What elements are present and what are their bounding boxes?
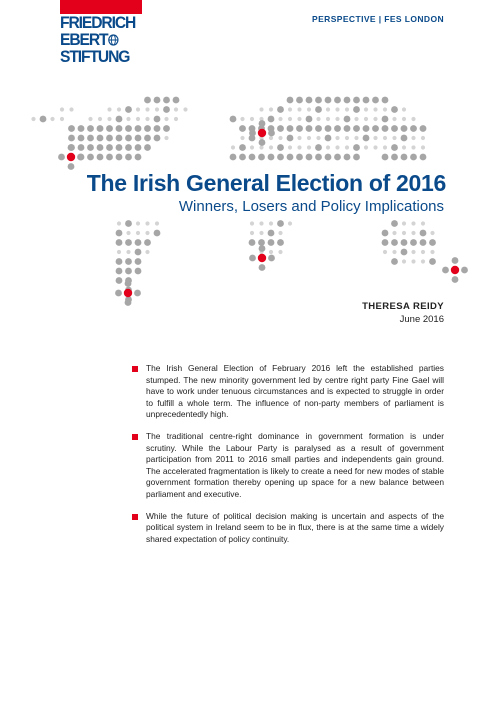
map-dot (116, 116, 123, 123)
map-dot (297, 107, 301, 111)
map-dot (40, 116, 47, 123)
map-dot (135, 135, 142, 142)
map-dot (326, 145, 330, 149)
map-dot (297, 136, 301, 140)
map-dot (145, 250, 149, 254)
map-dot (421, 136, 425, 140)
map-dot (402, 117, 406, 121)
map-dot (259, 107, 263, 111)
map-dot (60, 117, 64, 121)
map-dot (145, 221, 149, 225)
map-dot (154, 116, 161, 123)
map-dot (136, 117, 140, 121)
map-dot (239, 154, 246, 161)
author-name: THERESA REIDY (362, 301, 444, 312)
map-dot (335, 145, 339, 149)
map-dot (344, 154, 351, 161)
map-dot (391, 144, 398, 151)
map-dot (163, 125, 170, 132)
map-dot (364, 117, 368, 121)
logo-line-3: STIFTUNG (60, 47, 130, 66)
map-dot (411, 259, 415, 263)
map-dot (268, 230, 275, 237)
bullet-item (132, 431, 444, 501)
map-dot (154, 230, 161, 237)
map-dot (144, 239, 151, 246)
map-dot (354, 117, 358, 121)
map-dot (269, 107, 273, 111)
map-dot (136, 231, 140, 235)
map-dot (353, 97, 360, 104)
map-dot (258, 254, 266, 262)
map-dot (383, 250, 387, 254)
map-dot (452, 276, 459, 283)
map-dot (174, 117, 178, 121)
map-dot (410, 239, 417, 246)
map-dot (268, 239, 275, 246)
map-dot (420, 125, 427, 132)
map-dot (97, 144, 104, 151)
map-dot (442, 267, 449, 274)
map-dot (392, 117, 396, 121)
map-dot (136, 221, 140, 225)
map-dot (145, 117, 149, 121)
map-dot (288, 117, 292, 121)
map-dot (269, 221, 273, 225)
map-dot (382, 239, 389, 246)
map-dot (392, 250, 396, 254)
map-dot (259, 221, 263, 225)
map-dot (154, 97, 161, 104)
map-dot (135, 144, 142, 151)
map-dot (174, 107, 178, 111)
map-dot (277, 239, 284, 246)
map-dot (126, 231, 130, 235)
map-dot (97, 125, 104, 132)
map-dot (373, 117, 377, 121)
map-dot (125, 106, 132, 113)
map-dot (353, 106, 360, 113)
map-dot (240, 117, 244, 121)
map-dot (249, 130, 256, 137)
map-dot (268, 154, 275, 161)
map-dot (306, 116, 313, 123)
map-dot (116, 154, 123, 161)
map-dot (430, 231, 434, 235)
map-dot (106, 144, 113, 151)
map-dot (325, 125, 332, 132)
map-dot (326, 117, 330, 121)
map-dot (278, 136, 282, 140)
map-dot (164, 136, 168, 140)
map-dot (68, 135, 75, 142)
map-dot (345, 136, 349, 140)
map-dot (183, 107, 187, 111)
map-dot (78, 135, 85, 142)
map-dot (344, 125, 351, 132)
map-dot (325, 154, 332, 161)
map-dot (391, 258, 398, 265)
map-dot (297, 117, 301, 121)
map-dot (353, 144, 360, 151)
map-dot (269, 136, 273, 140)
map-dot (288, 145, 292, 149)
map-dot (277, 154, 284, 161)
map-dot (88, 117, 92, 121)
map-dot (258, 154, 265, 161)
map-dot (451, 266, 459, 274)
map-dot (250, 231, 254, 235)
map-dot (87, 154, 94, 161)
logo-line-2: EBERT (60, 30, 108, 49)
map-dot (135, 258, 142, 265)
map-dot (126, 117, 130, 121)
map-dot (345, 107, 349, 111)
map-dot (135, 249, 142, 256)
map-dot (155, 221, 159, 225)
series-label: PERSPECTIVE | FES LONDON (312, 14, 444, 24)
map-dot (50, 117, 54, 121)
map-dot (353, 125, 360, 132)
map-dot (373, 107, 377, 111)
map-dot (68, 125, 75, 132)
map-dot (373, 136, 377, 140)
map-dot (258, 129, 266, 137)
map-dot (401, 135, 408, 142)
map-dot (363, 97, 370, 104)
map-dot (391, 220, 398, 227)
map-dot (116, 144, 123, 151)
map-dot (382, 97, 389, 104)
map-dot (334, 125, 341, 132)
map-dot (31, 117, 35, 121)
map-dot (288, 107, 292, 111)
map-dot (372, 97, 379, 104)
map-dot (461, 267, 468, 274)
map-dot (364, 107, 368, 111)
map-dot (391, 154, 398, 161)
map-dot (316, 117, 320, 121)
map-dot (259, 139, 266, 146)
map-dot (287, 125, 294, 132)
map-dot (106, 125, 113, 132)
map-dot (259, 120, 266, 127)
map-dot (277, 144, 284, 151)
bullet-square-icon (132, 366, 138, 372)
map-dot (250, 117, 254, 121)
map-dot (401, 125, 408, 132)
map-dot (315, 106, 322, 113)
map-dot (269, 250, 273, 254)
map-dot (277, 106, 284, 113)
map-dot (287, 135, 294, 142)
map-dot (411, 136, 415, 140)
map-dot (452, 257, 459, 264)
map-dot (67, 153, 75, 161)
map-dot (258, 239, 265, 246)
map-dot (154, 135, 161, 142)
map-dot (334, 154, 341, 161)
map-dot (315, 154, 322, 161)
map-dot (115, 290, 122, 297)
map-dot (429, 258, 436, 265)
map-dot (268, 116, 275, 123)
map-dot (315, 125, 322, 132)
map-dot (335, 136, 339, 140)
map-dot (58, 154, 65, 161)
map-dot (315, 97, 322, 104)
map-dot (411, 250, 415, 254)
map-dot (259, 231, 263, 235)
publication-date: June 2016 (399, 314, 444, 325)
map-dot (296, 125, 303, 132)
map-dot (116, 135, 123, 142)
map-dot (277, 125, 284, 132)
map-dot (125, 299, 132, 306)
map-dot (163, 106, 170, 113)
map-dot (401, 249, 408, 256)
map-dot (117, 221, 121, 225)
map-dot (69, 107, 73, 111)
document-subtitle: Winners, Losers and Policy Implications (178, 198, 444, 215)
map-dot (98, 117, 102, 121)
bullet-text: While the future of political decision making is uncertain and aspects of the political system in Ireland seem to be in flux, there is at the same time a widely shared expectation of policy continuity. (146, 510, 444, 544)
map-dot (116, 239, 123, 246)
map-dot (125, 154, 132, 161)
map-dot (392, 231, 396, 235)
map-dot (154, 125, 161, 132)
logo-line-1: FRIEDRICH (60, 13, 136, 32)
map-dot (421, 250, 425, 254)
map-dot (145, 107, 149, 111)
map-dot (249, 154, 256, 161)
map-dot (259, 245, 266, 252)
map-dot (60, 107, 64, 111)
map-dot (87, 144, 94, 151)
map-dot (306, 125, 313, 132)
map-dot (363, 135, 370, 142)
summary-bullets (132, 363, 444, 555)
map-dot (410, 125, 417, 132)
map-dot (402, 145, 406, 149)
map-dot (391, 106, 398, 113)
map-dot (87, 125, 94, 132)
map-dot (269, 145, 273, 149)
map-dot (268, 255, 275, 262)
map-dot (68, 163, 75, 170)
map-dot (296, 154, 303, 161)
map-dot (117, 250, 121, 254)
map-dot (411, 221, 415, 225)
map-dot (278, 117, 282, 121)
map-dot (316, 136, 320, 140)
map-dot (411, 145, 415, 149)
map-dot (125, 220, 132, 227)
map-dot (306, 97, 313, 104)
fes-logo (60, 0, 148, 65)
map-dot (116, 230, 123, 237)
map-dot (155, 107, 159, 111)
map-dot (430, 250, 434, 254)
map-dot (391, 125, 398, 132)
bullet-text: The Irish General Election of February 2016 left the established parties stumped. The new minority government led by centre right party Fine Gael will have to work under tenuous circumstances and is expected to struggle in order to fulfill a whole term. The influence of non-party members of parliament is unprecedentedly high. (146, 363, 444, 420)
map-dot (382, 116, 389, 123)
map-dot (335, 107, 339, 111)
map-dot (126, 250, 130, 254)
map-dot (77, 154, 84, 161)
map-dot (288, 221, 292, 225)
map-dot (401, 154, 408, 161)
map-dot (116, 277, 123, 284)
map-dot (163, 97, 170, 104)
map-dot (353, 154, 360, 161)
map-dot (421, 259, 425, 263)
map-dot (135, 268, 142, 275)
map-dot (239, 125, 246, 132)
map-dot (124, 289, 132, 297)
map-dot (125, 280, 132, 287)
map-dot (107, 107, 111, 111)
map-dot (87, 135, 94, 142)
map-dot (144, 144, 151, 151)
map-dot (421, 221, 425, 225)
bullet-item (132, 363, 444, 421)
map-dot (117, 107, 121, 111)
map-dot (125, 268, 132, 275)
map-dot (325, 97, 332, 104)
map-dot (287, 154, 294, 161)
map-dot (164, 117, 168, 121)
map-dot (315, 144, 322, 151)
map-dot (231, 145, 235, 149)
map-dot (249, 239, 256, 246)
map-dot (325, 135, 332, 142)
logo-red-bar (60, 0, 142, 14)
map-dot (277, 220, 284, 227)
map-dot (410, 154, 417, 161)
map-dot (296, 97, 303, 104)
map-dot (354, 136, 358, 140)
map-dot (420, 154, 427, 161)
map-dot (125, 135, 132, 142)
bullet-square-icon (132, 434, 138, 440)
map-dot (97, 154, 104, 161)
map-dot (411, 231, 415, 235)
map-dot (306, 154, 313, 161)
bullet-text: The traditional centre-right dominance in government formation is under scrutiny. While the Labour Party is paralysed as a result of government participation from 2011 to 2016 small parties and independents gain ground. The accelerated fragmentation is likely to create a need for new modes of stable government formation thereby opening up space for a new balance between parliament and executive. (146, 430, 444, 499)
map-dot (429, 239, 436, 246)
map-dot (335, 117, 339, 121)
map-dot (107, 117, 111, 121)
map-dot (145, 231, 149, 235)
map-dot (230, 116, 237, 123)
map-dot (401, 239, 408, 246)
map-dot (268, 130, 275, 137)
map-dot (240, 136, 244, 140)
map-dot (68, 144, 75, 151)
map-dot (345, 145, 349, 149)
map-dot (173, 97, 180, 104)
map-dot (382, 230, 389, 237)
map-dot (278, 231, 282, 235)
map-dot (78, 144, 85, 151)
map-dot (383, 107, 387, 111)
map-dot (382, 125, 389, 132)
map-dot (344, 97, 351, 104)
map-dot (307, 145, 311, 149)
map-dot (78, 125, 85, 132)
map-dot (373, 145, 377, 149)
map-dot (249, 255, 256, 262)
map-dot (259, 145, 263, 149)
map-dot (307, 107, 311, 111)
map-dot (125, 258, 132, 265)
map-dot (259, 264, 266, 271)
map-dot (97, 135, 104, 142)
map-dot (420, 239, 427, 246)
document-title: The Irish General Election of 2016 (86, 170, 446, 196)
map-dot (239, 144, 246, 151)
map-dot (116, 258, 123, 265)
map-dot (402, 259, 406, 263)
map-dot (363, 125, 370, 132)
map-dot (116, 268, 123, 275)
map-dot (125, 125, 132, 132)
map-dot (344, 116, 351, 123)
map-dot (297, 145, 301, 149)
map-dot (250, 145, 254, 149)
map-dot (134, 290, 141, 297)
map-dot (411, 117, 415, 121)
bullet-square-icon (132, 514, 138, 520)
map-dot (230, 154, 237, 161)
map-dot (136, 107, 140, 111)
map-dot (334, 97, 341, 104)
map-dot (106, 154, 113, 161)
map-dot (135, 239, 142, 246)
map-dot (307, 136, 311, 140)
map-dot (402, 221, 406, 225)
map-dot (421, 145, 425, 149)
map-dot (135, 125, 142, 132)
map-dot (402, 107, 406, 111)
map-dot (287, 97, 294, 104)
map-dot (116, 125, 123, 132)
map-dot (106, 135, 113, 142)
map-dot (383, 136, 387, 140)
map-dot (125, 239, 132, 246)
map-dot (326, 107, 330, 111)
map-dot (278, 250, 282, 254)
map-dot (250, 221, 254, 225)
map-dot (144, 125, 151, 132)
map-dot (383, 145, 387, 149)
map-dot (364, 145, 368, 149)
map-dot (135, 154, 142, 161)
map-dot (402, 231, 406, 235)
map-dot (420, 230, 427, 237)
globe-icon (107, 34, 118, 46)
map-dot (391, 239, 398, 246)
map-dot (372, 125, 379, 132)
map-dot (144, 135, 151, 142)
map-dot (125, 144, 132, 151)
map-dot (144, 97, 151, 104)
bullet-item (132, 511, 444, 546)
map-dot (392, 136, 396, 140)
map-dot (382, 154, 389, 161)
